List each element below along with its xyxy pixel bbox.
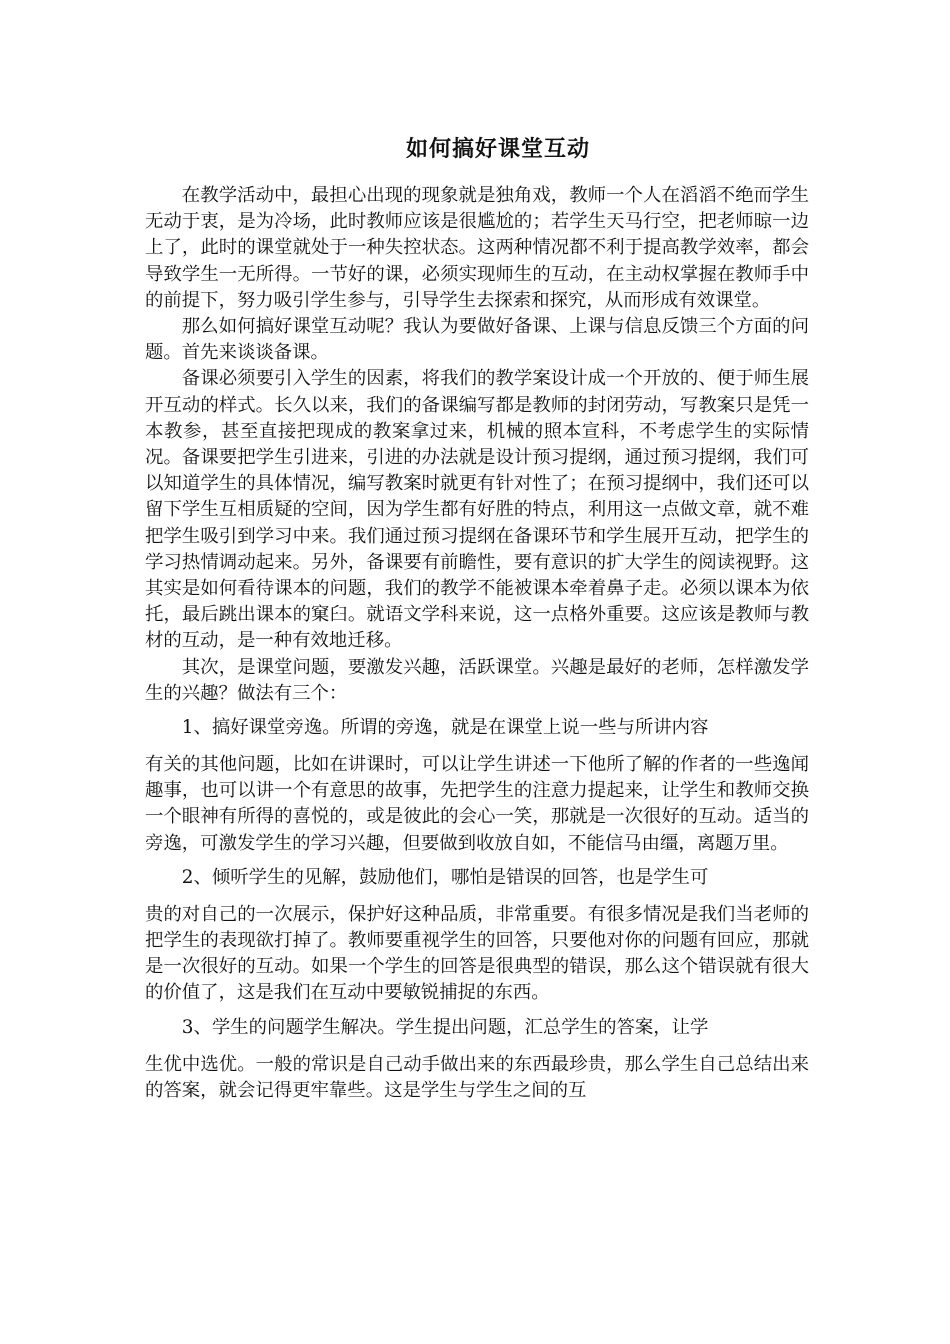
document-body <box>145 183 809 1104</box>
paragraph-classroom: 其次，是课堂问题，要激发兴趣，活跃课堂。兴趣是最好的老师，怎样激发学生的兴趣？做法有三个： <box>145 656 809 704</box>
list-item-lead: 2、倾听学生的见解，鼓励他们，哪怕是错误的回答，也是学生可 <box>181 866 709 888</box>
list-item-body: 有关的其他问题，比如在讲课时，可以让学生讲述一下他所了解的作者的一些逸闻趣事，也可以讲一个有意思的故事，先把学生的注意力提起来，让学生和教师交换一个眼神有所得的喜悦的，或是彼此的会心一笑，那就是一次很好的互动。适当的旁逸，可激发学生的学习兴趣，但要做到收放自如，不能信马由缰，离题万里。 <box>145 754 809 854</box>
list-item-lead: 3、学生的问题学生解决。学生提出问题，汇总学生的答案，让学 <box>181 1016 709 1038</box>
paragraph-question: 那么如何搞好课堂互动呢？我认为要做好备课、上课与信息反馈三个方面的问题。首先来谈谈备课。 <box>145 316 809 364</box>
paragraph-lesson-prep: 备课必须要引入学生的因素，将我们的教学案设计成一个开放的、便于师生展开互动的样式。长久以来，我们的备课编写都是教师的封闭劳动，写教案只是凭一本教参，甚至直接把现成的教案拿过来，机械的照本宣科，不考虑学生的实际情况。备课要把学生引进来，引进的办法就是设计预习提纲，通过预习提纲，我们可以知道学生的具体情况，编写教案时就更有针对性了；在预习提纲中，我们还可以留下学生互相质疑的空间，因为学生都有好胜的特点，利用这一点做文章，就不难把学生吸引到学习中来。我们通过预习提纲在备课环节和学生展开互动，把学生的学习热情调动起来。另外，备课要有前瞻性，要有意识的扩大学生的阅读视野。这其实是如何看待课本的问题，我们的教学不能被课本牵着鼻子走。必须以课本为依托，最后跳出课本的窠臼。就语文学科来说，这一点格外重要。这应该是教师与教材的互动，是一种有效地迁移。 <box>145 368 809 652</box>
list-item-listening <box>145 865 809 1007</box>
list-item-body: 贵的对自己的一次展示，保护好这种品质，非常重要。有很多情况是我们当老师的把学生的表现欲打掉了。教师要重视学生的回答，只要他对你的问题有回应，那就是一次很好的互动。如果一个学生的回答是很典型的错误，那么这个错误就有很大的价值了，这是我们在互动中要敏锐捕捉的东西。 <box>145 903 809 1004</box>
document-title: 如何搞好课堂互动 <box>405 136 590 162</box>
list-item-digression <box>145 715 809 857</box>
list-item-body: 生优中选优。一般的常识是自己动手做出来的东西最珍贵，那么学生自己总结出来的答案，就会记得更牢靠些。这是学生与学生之间的互 <box>145 1053 809 1101</box>
list-item-peer-solving <box>145 1015 809 1104</box>
list-item-lead: 1、搞好课堂旁逸。所谓的旁逸，就是在课堂上说一些与所讲内容 <box>181 717 709 739</box>
paragraph-intro: 在教学活动中，最担心出现的现象就是独角戏，教师一个人在滔滔不绝而学生无动于衷，是为冷场，此时教师应该是很尴尬的；若学生天马行空，把老师晾一边上了，此时的课堂就处于一种失控状态。这两种情况都不利于提高教学效率，都会导致学生一无所得。一节好的课，必须实现师生的互动，在主动权掌握在教师手中的前提下，努力吸引学生参与，引导学生去探索和探究，从而形成有效课堂。 <box>145 185 809 311</box>
